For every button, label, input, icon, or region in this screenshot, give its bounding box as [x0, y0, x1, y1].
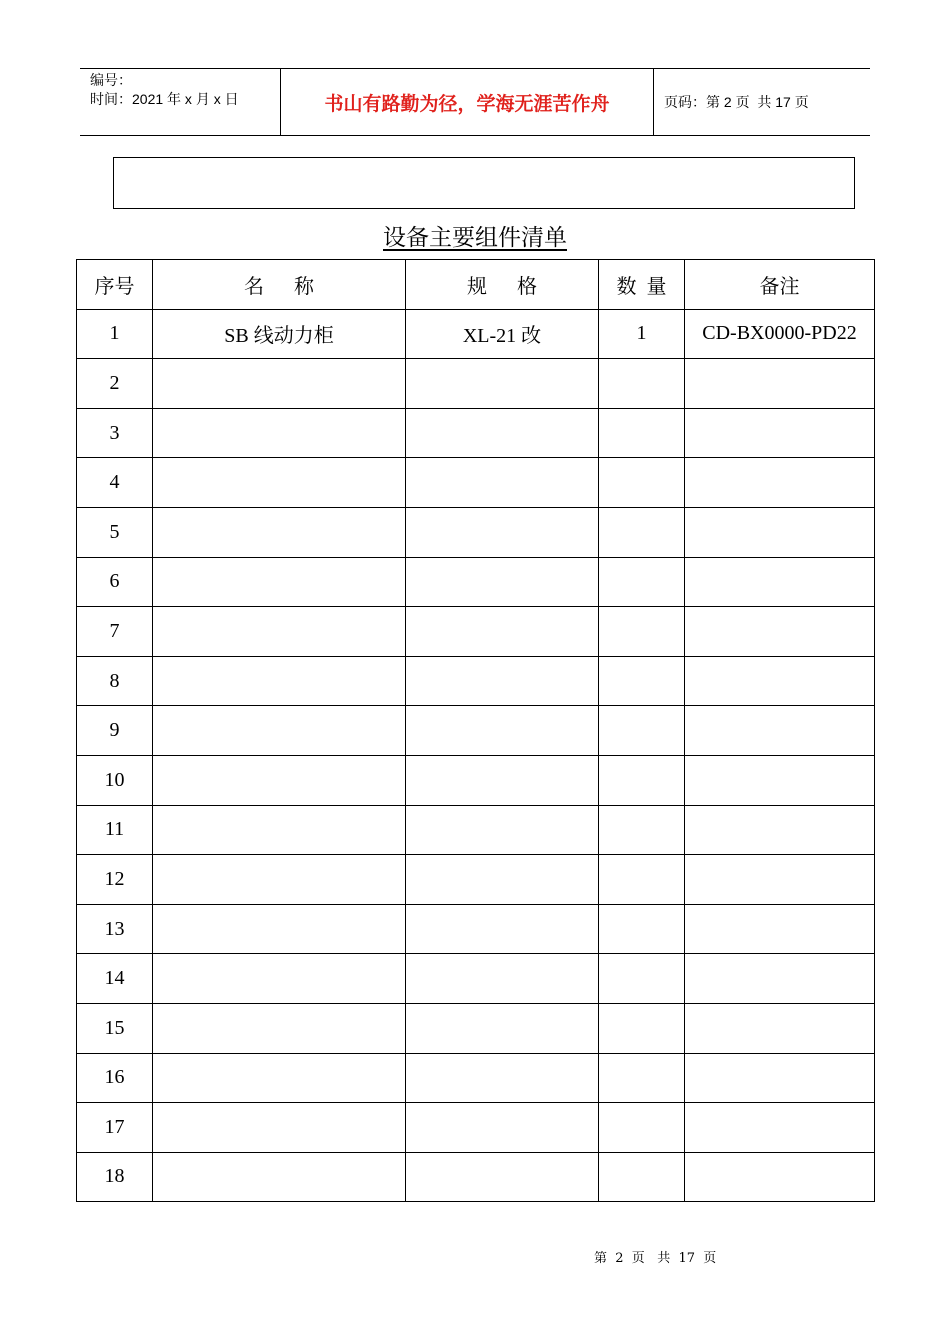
table-row: [77, 458, 875, 508]
cell-index: 17: [77, 1103, 153, 1153]
cell-quantity: [599, 1103, 685, 1153]
cell-spec: [406, 855, 599, 905]
cell-spec: [406, 507, 599, 557]
cell-remark: [685, 855, 875, 905]
header-cell-name: 名 称: [153, 260, 406, 310]
table-row: [77, 607, 875, 657]
cell-name: [153, 458, 406, 508]
cell-name: [153, 904, 406, 954]
cell-name: [153, 1152, 406, 1202]
cell-name: [153, 855, 406, 905]
table-row: [77, 1103, 875, 1153]
cell-quantity: [599, 755, 685, 805]
table-row: [77, 904, 875, 954]
cell-name: [153, 507, 406, 557]
table-row: [77, 557, 875, 607]
header-cell-quantity: 数 量: [599, 260, 685, 310]
cell-quantity: [599, 904, 685, 954]
cell-index: 5: [77, 507, 153, 557]
cell-name: [153, 557, 406, 607]
cell-name: SB 线动力柜: [153, 309, 406, 359]
cell-remark: [685, 706, 875, 756]
header-page-info: [654, 69, 870, 135]
cell-spec: [406, 1003, 599, 1053]
table-body: [77, 309, 875, 1202]
table-row: [77, 805, 875, 855]
table-row: [77, 755, 875, 805]
table-header-row: [77, 260, 875, 310]
cell-name: [153, 706, 406, 756]
cell-name: [153, 359, 406, 409]
cell-spec: [406, 706, 599, 756]
cell-index: 8: [77, 656, 153, 706]
cell-remark: [685, 1003, 875, 1053]
table-row: [77, 855, 875, 905]
header-cell-remark: 备注: [685, 260, 875, 310]
cell-name: [153, 408, 406, 458]
cell-quantity: [599, 706, 685, 756]
cell-spec: [406, 607, 599, 657]
cell-index: 18: [77, 1152, 153, 1202]
cell-index: 14: [77, 954, 153, 1004]
table-row: [77, 359, 875, 409]
cell-quantity: 1: [599, 309, 685, 359]
cell-remark: [685, 805, 875, 855]
cell-name: [153, 1053, 406, 1103]
cell-remark: [685, 1103, 875, 1153]
cell-quantity: [599, 458, 685, 508]
header-page-info-text: 页码：第 2 页 共 17 页: [664, 94, 809, 110]
header-meta: [80, 69, 281, 135]
cell-index: 10: [77, 755, 153, 805]
cell-name: [153, 805, 406, 855]
cell-quantity: [599, 507, 685, 557]
page-footer: 第 2 页 共 17 页: [594, 1251, 717, 1266]
cell-remark: [685, 954, 875, 1004]
cell-name: [153, 1003, 406, 1053]
cell-name: [153, 607, 406, 657]
cell-remark: [685, 408, 875, 458]
table-row: [77, 1003, 875, 1053]
cell-quantity: [599, 1053, 685, 1103]
cell-remark: CD-BX0000-PD22: [685, 309, 875, 359]
cell-quantity: [599, 656, 685, 706]
cell-remark: [685, 755, 875, 805]
cell-spec: [406, 408, 599, 458]
cell-index: 6: [77, 557, 153, 607]
cell-spec: [406, 1103, 599, 1153]
cell-spec: [406, 1053, 599, 1103]
document-number-label: 编号：: [90, 72, 132, 88]
cell-remark: [685, 1053, 875, 1103]
table-row: [77, 954, 875, 1004]
cell-index: 13: [77, 904, 153, 954]
document-header: [80, 68, 870, 136]
table-row: [77, 706, 875, 756]
cell-remark: [685, 557, 875, 607]
cell-spec: [406, 904, 599, 954]
cell-spec: [406, 954, 599, 1004]
cell-index: 2: [77, 359, 153, 409]
cell-spec: [406, 1152, 599, 1202]
table-row: [77, 309, 875, 359]
cell-remark: [685, 507, 875, 557]
cell-quantity: [599, 359, 685, 409]
cell-remark: [685, 359, 875, 409]
cell-name: [153, 954, 406, 1004]
cell-remark: [685, 904, 875, 954]
cell-name: [153, 656, 406, 706]
cell-quantity: [599, 1152, 685, 1202]
header-motto: 书山有路勤为径，学海无涯苦作舟: [281, 69, 654, 135]
cell-quantity: [599, 805, 685, 855]
cell-remark: [685, 1152, 875, 1202]
cell-index: 7: [77, 607, 153, 657]
cell-spec: [406, 755, 599, 805]
cell-index: 11: [77, 805, 153, 855]
page-title: 设备主要组件清单: [383, 225, 567, 251]
cell-quantity: [599, 855, 685, 905]
cell-remark: [685, 607, 875, 657]
cell-name: [153, 755, 406, 805]
cell-remark: [685, 656, 875, 706]
empty-frame-box: [113, 157, 855, 209]
cell-spec: [406, 805, 599, 855]
components-table: [76, 259, 875, 1202]
cell-spec: [406, 656, 599, 706]
cell-index: 3: [77, 408, 153, 458]
cell-quantity: [599, 408, 685, 458]
cell-spec: XL-21 改: [406, 309, 599, 359]
cell-index: 15: [77, 1003, 153, 1053]
cell-remark: [685, 458, 875, 508]
header-cell-spec: 规 格: [406, 260, 599, 310]
document-time-label: 时间：2021 年 x 月 x 日: [90, 91, 239, 107]
cell-spec: [406, 557, 599, 607]
table-row: [77, 1152, 875, 1202]
cell-quantity: [599, 954, 685, 1004]
cell-index: 9: [77, 706, 153, 756]
cell-index: 12: [77, 855, 153, 905]
cell-index: 16: [77, 1053, 153, 1103]
header-cell-index: 序号: [77, 260, 153, 310]
cell-index: 1: [77, 309, 153, 359]
table-row: [77, 1053, 875, 1103]
cell-spec: [406, 458, 599, 508]
table-row: [77, 408, 875, 458]
cell-quantity: [599, 607, 685, 657]
table-row: [77, 507, 875, 557]
table-row: [77, 656, 875, 706]
cell-name: [153, 1103, 406, 1153]
cell-spec: [406, 359, 599, 409]
cell-index: 4: [77, 458, 153, 508]
cell-quantity: [599, 557, 685, 607]
cell-quantity: [599, 1003, 685, 1053]
